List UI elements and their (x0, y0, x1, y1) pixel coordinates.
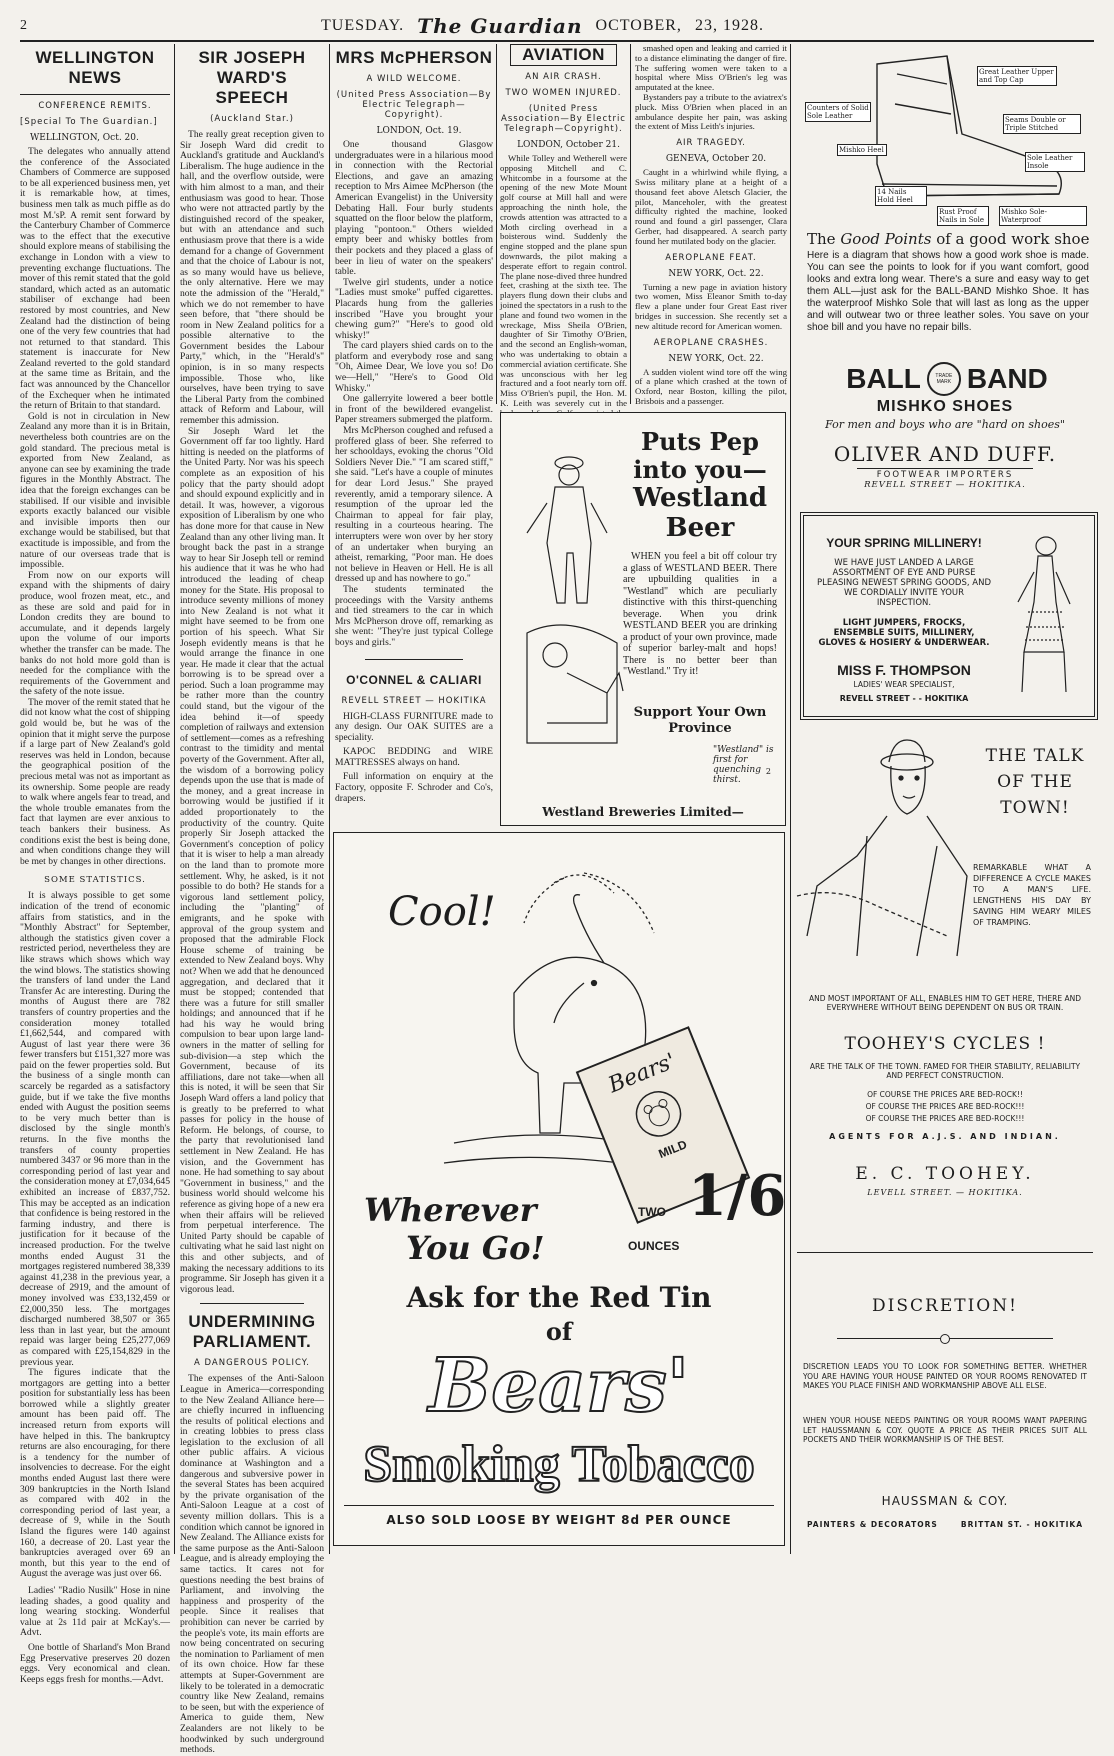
headline-joseph-ward: SIR JOSEPH WARD'S SPEECH (198, 48, 306, 107)
article-paragraph: One gallerryite lowered a beer bottle in front of the bewildered evangelist. Paper streamers submerged the platform. (335, 393, 493, 426)
beer-quote: "Westland" is first for quenching thirst. (713, 745, 774, 785)
man-with-hat-illustration (797, 736, 977, 966)
subhead: TWO WOMEN INJURED. (505, 88, 622, 98)
ounces-label: OUNCES (628, 1239, 680, 1253)
shoe-label: Great Leather Upper and Top Cap (977, 66, 1057, 86)
rule (797, 1252, 1093, 1253)
source: (United Press Association—By Electric Telegraph—Copyright). (336, 90, 492, 120)
article-paragraph: Twelve girl students, under a notice "Ladies must smoke" puffed cigarettes. Placards hung from the galleries inscribed "Have you brought your chewing gum?" "Here's to good old whisky!" (335, 276, 493, 341)
furniture-ad-name: O'CONNEL & CALIARI (346, 672, 482, 687)
beer-title: Westland (632, 483, 768, 513)
talk-heading: TOWN! (1000, 798, 1070, 818)
column-aviation-cont (635, 44, 787, 404)
beer-title: Beer (665, 513, 735, 543)
bear-emblem-icon (626, 1081, 691, 1146)
subhead: CONFERENCE REMITS. (38, 101, 152, 111)
ornament-icon (940, 1334, 950, 1344)
article-paragraph: The students terminated the proceedings with the Varsity anthems and tied streamers to the car in which Mrs McPherson drove off, remarking as she went: "They're just typical College boys and girls." (335, 583, 493, 648)
article-paragraph: Caught in a whirlwind while flying, a Swiss military plane at a height of a thousand feet above Aletsch Glacier, the pilot, Manceholer, with the greatest difficulty righted the machine, looked round and found a girl passenger, Clara Gerber, had disappeared. A search party found her mutilated body on the glacier. (635, 167, 787, 246)
cycle-title: TOOHEY'S CYCLES ! (844, 1034, 1046, 1054)
beer-ad-text: WHEN you feel a bit off colour try a glass of WESTLAND BEER. There are upbuilding qualities in a "Westland" which are peculiarly distinctive with this thirst-quenching beverage. When you drink WESTLAND BEER you are drinking a product of your own province, made of superior barley-malt and hops! There is no better beer than "Westland." Try it! (623, 551, 777, 677)
shoe-headline-b: Good Points (840, 230, 932, 248)
of-text: of (545, 1317, 573, 1346)
ball-band-shoe-ad (797, 44, 1093, 490)
millinery-ad (800, 512, 1098, 720)
headline-aviation: AVIATION (510, 44, 617, 66)
advt-paragraph: One bottle of Sharland's Mon Brand Egg Preservative preserves 20 dozen eggs. Very economical and clean. Keeps eggs fresh for months.—Advt. (20, 1641, 170, 1685)
loose-text: ALSO SOLD LOOSE BY WEIGHT 8d PER OUNCE (386, 1513, 732, 1527)
millinery-address: REVELL STREET - - HOKITIKA (839, 694, 969, 703)
masthead-date: 23, 1928. (694, 17, 764, 34)
subhead: AEROPLANE CRASHES. (653, 337, 769, 348)
bears-tobacco-ad (333, 832, 785, 1546)
dateline: LONDON, Oct. 19. (376, 126, 462, 136)
cycle-text: REMARKABLE WHAT A DIFFERENCE A CYCLE MAKES TO A MAN'S LIFE. LENGTHENS HIS DAY BY SAVING HIM WEARY MILES OF TRAMPING. (973, 863, 1091, 927)
toohey-cycles-ad (797, 726, 1093, 1236)
shoe-headline-c: of a good work shoe (931, 230, 1090, 248)
article-paragraph: The figures indicate that the mortgagors are getting into a better position for substantially less has been borrowed while a slightly greater amount has been paid off. The increased return from exports will have helped in this. The bankruptcy returns are also encouraging, for there is a tendency for the number of insolvencies to decrease. For the eight months ended August last there were 309 bankruptcies in the North Island as compared with 402 in the corresponding period of last year, a decrease of 9, while in the South Island the figures were 140 against 160, a decrease of 20. Last year the bankruptcies averaged over 69 an month, but this year to the end of August the average was just over 66. (20, 1367, 170, 1580)
dealer-address: REVELL STREET — HOKITIKA. (864, 480, 1026, 490)
article-paragraph: Turning a new page in aviation history two women, Miss Eleanor Smith to-day flew a plane under four Great East river bridges in succession. She recently set a new altitude record for American women. (635, 281, 787, 331)
beer-title: Puts Pep (641, 427, 759, 456)
painter-text: WHEN YOUR HOUSE NEEDS PAINTING OR YOUR ROOMS WANT PAPERING LET HAUSSMANN & COY. QUOTE A PRICE AS THEIR PRICES SUIT ALL POCKETS AND THEIR WORKMANSHIP IS OF THE BEST. (803, 1416, 1087, 1444)
shoe-label: Counters of Solid Sole Leather (805, 102, 871, 122)
cycle-text: AND MOST IMPORTANT OF ALL, ENABLES HIM TO GET HERE, THERE AND EVERYWHERE WITHOUT BEING DEPENDENT ON BUS OR TRAIN. (808, 994, 1082, 1012)
article-paragraph: From now on our exports will expand with the shipments of dairy produce, wool frozen meat, etc., and as these are sold and paid for in London credits they are bound to accumulate, and it depends largely upon the volume of our imports whether the transfer can be made. The banks do not hold more gold than is needed for the compliance with the requirements of the Government and the safety of the note issue. (20, 569, 170, 698)
subhead: AIR TRAGEDY. (676, 138, 746, 149)
painter-address: BRITTAN ST. - HOKITIKA (960, 1520, 1083, 1529)
man-drinking-illustration (507, 423, 627, 763)
painter-text: DISCRETION LEADS YOU TO LOOK FOR SOMETHING BETTER. WHETHER YOU ARE HAVING YOUR HOUSE PAINTED OR YOUR ROOMS RENOVATED IT MAKES YOU PLACE FINISH AND WORKMANSHIP ABOVE ALL ELSE. (803, 1362, 1087, 1390)
article-paragraph: The expenses of the Anti-Saloon League in America—corresponding to the New Zealand Alliance here—are chiefly incurred in influencing the results of political elections and in creating lobbies to press class legislation to the exclusion of all other public affairs. A vicious dominance at Washington and a dangerous and subversive power in the several States has been acquired by the private organisation of the Anti-Saloon League at a cost of seventy million dollars. This is a condition which cannot be ignored in New Zealand. The Alliance exists for the same purpose as the Anti-Saloon League, and is already employing the same tactics. It cares not for questions needing the best brains of Parliament, and involving the happiness and prosperity of the people. Since it realises that prohibition can never be carried by the people's vote, its main efforts are now being concentrated on securing the nomination to Parliament of men of its own choice. How far these attempts at Super-Government are likely to be tolerated in a democratic country like New Zealand, remains to be seen, but with the experience of America to guide them, New Zealanders are not likely to be hoodwinked by such underground methods. (180, 1373, 324, 1756)
dateline: NEW YORK, Oct. 22. (668, 268, 764, 279)
tin-brand: Bears' (604, 1048, 680, 1099)
article-paragraph: Mrs McPherson coughed and refused a proffered glass of beer. She referred to her schooldays, evoking the chorus "Old Soldiers Never Die." "I am scared stiff," she said. "Let's have a couple of minutes for dear Lord Jesus." She prayed reverently, amid a temporary silence. A resumption of the uproar led the Chairman to appeal for fair play, resulting in a courteous hearing. The interrupters were won over by her story of an undertaker when burying an atheist, remarking, "Poor man. He does not believe in Heaven or Hell. He is all dressed up and has nowhere to go." (335, 425, 493, 585)
woman-illustration (1004, 532, 1084, 702)
article-paragraph: Gold is not in circulation in New Zealand any more than it is in Britain, nevertheless both countries are on the gold standard. The precious metal is exported from New Zealand, as anyone can see by examining the trade figures in the Monthly Abstract. The idea that the foreign exchanges can be stabilised. If our visible and invisible exports exactly balanced our visible and invisible imports then our exchange would be stabilised, but that exactitude is impossible, and from the nature of our overseas trade that is impossible. (20, 410, 170, 571)
dealer-sub: FOOTWEAR IMPORTERS (876, 470, 1014, 480)
small-number: 2 (765, 767, 771, 776)
column-rule (790, 44, 791, 1554)
subhead: A WILD WELCOME. (366, 74, 462, 84)
millinery-text: WE HAVE JUST LANDED A LARGE ASSORTMENT OF EYE AND PURSE PLEASING NEWEST SPRING GOODS, AND WE CORDIALLY INVITE YOUR INSPECTION. (816, 558, 991, 608)
shoe-ad-text: Here is a diagram that shows how a good work shoe is made. You can see the points to look for if you want comfort, good looks and extra long wear. There's a sure and easy way to get them ALL—just ask for the BALL-BAND Mishko Shoe. It has the waterproof Mishko Sole that will last as long as the upper and will outwear two or three leather soles. You save on your shoe bill and you have no repair bills. (807, 250, 1089, 333)
trademark-circle: TRADE MARK (927, 362, 961, 396)
beer-slogan: Province (668, 721, 732, 736)
smoking-tobacco: Smoking Tobacco (363, 1436, 755, 1493)
furniture-ad-text: Full information on enquiry at the Factory, opposite F. Schroder and Co's, drapers. (335, 771, 493, 804)
bears-brand: Bears' (428, 1343, 690, 1429)
masthead (20, 14, 1094, 38)
shoe-label: Rust Proof Nails in Sole (937, 206, 989, 226)
subhead: AEROPLANE FEAT. (665, 252, 757, 263)
talk-heading: THE TALK (985, 746, 1085, 766)
article-paragraph: It is always possible to get some indication of the trend of economic affairs from statistics, and in the "Monthly Abstract" for September, although the statistics given cover a restricted period, nevertheless they are like straws which shows which way the wind blows. The statistics showing the transfers of land under the Land Transfer Ac are interesting. During the months of August there are 782 transfers of country properties and the consideration money totalled £1,662,544, and compared with August of last year there were 36 fewer transfers but £151,327 more was paid on the fewer properties sold. But the business of a single month can scarcely be regarded as a satisfactory guide, but if we take the five months ended with August the position seems to be very much better than is disclosed by the single month's returns. In the five months the transfers of county properties numbered 3437 or 96 more than in the corresponding period of last year and the consideration money at £7,034,645 exhibited an increase of £837,752. This may be accepted as an indication that confidence is being restored in the farming industry, and there is justification for it because of the increased production. For the twelve months ended August 31 the mortgages registered numbered 38,339 against 41,238 in the previous year, a decrease of 2919, and the amount of money involved was £33,132,459 or £2,000,350 less. The mortgages discharged numbered 38,507 or 365 less than in last year, but the amount repaid was larger being £25,277,069 as compared with £25,154,829 in the previous year. (20, 890, 170, 1368)
haussman-painter-ad (797, 1280, 1093, 1550)
beer-slogan: Support Your Own (633, 705, 767, 720)
dealer-name: OLIVER AND DUFF. (833, 442, 1057, 466)
discretion-title: DISCRETION! (872, 1296, 1018, 1316)
rule (365, 659, 463, 660)
masthead-rule (20, 40, 1094, 42)
cycle-price-line: OF COURSE THE PRICES ARE BED-ROCK!!! (865, 1114, 1025, 1123)
tin-label: MILD (656, 1137, 689, 1162)
article-paragraph: One thousand Glasgow undergraduates were in a hilarious mood in connection with the Rectorial Elections, and gave an amazing reception to Mrs Aimee McPherson (the American Evangelist) in the University Debating Hall. Four burly students squatted on the floor below the platform, playing "pontoon." Others wielded empty beer and whisky bottles from their pockets and they placed a glass of beer in lieu of water on the speakers' table. (335, 139, 493, 278)
masthead-day: TUESDAY. (321, 17, 405, 34)
millinery-items: LIGHT JUMPERS, FROCKS, ENSEMBLE SUITS, MILLINERY, GLOVES & HOSIERY & UNDERWEAR. (818, 618, 990, 648)
furniture-ad-address: REVELL STREET — HOKITIKA (341, 695, 487, 706)
article-paragraph: A sudden violent wind tore off the wing of a plane which crashed at the town of Oxford, near Boston, killing the pilot, Brisbois and a passenger. (635, 366, 787, 406)
dateline: GENEVA, October 20. (665, 154, 767, 165)
article-paragraph: The mover of the remit stated that he did not know what the cost of shipping gold would be, but he was of the opinion that it might serve the purpose if a large part of New Zealand's gold reserves was held in London, because the geographical position of the precious metal was not as important as its ownership. Some people are ready to walk where angels fear to tread, and the whole trouble emanates from the fact that laymen are ever anxious to teach bankers their business. As conditions exist the best is being done, and when conditions change they will be met by changes in other directions. (20, 696, 170, 867)
millinery-title: YOUR SPRING MILLINERY! (826, 536, 982, 550)
shoe-headline-a: The (807, 230, 841, 248)
article-paragraph: Sir Joseph Ward let the Government off far too lightly. Hard hitting is needed on the platforms of the United Party. Nor was his speech complete as an exposition of his policy that the party should adopt and should expound explicitly and in detail. It was, however, a vigorous exposition of Liberalism by one who has done more for that cause in New Zealand than any other living man. It brought back the past in a strange way to hear Sir Joseph tell or remind his audience that it was he who had introduced the leading of cheap money for the State. His proposal to introduce seventy millions of money into New Zealand is not what it might have seemed to be from one portion of his speech. What Sir Joseph evidently means is that he would arrange the finance in one year. He made it clear that the actual borrowing is to be spread over a period. Such a loan programme may be rather more than the country could stand, but the vigour of the idea behind it—of speedy completion of railways and extension of settlement—comes as a refreshing contrast to the timidity and mental poverty of the Government. After all, the wisdom of a borrowing policy depends upon the use that is made of the money, and a great increase in borrowing would be justified if it added proportionately to the productivity of the country. Quite properly Sir Joseph attacked the Government's conception of policy that it is wiser to help a man already on the land than to promote more settlement. Why, he asked, is it not possible to do both? He stands for a vigorous land settlement policy, including the "planting" of emigrants, and he spoke with approval of the group system and proposed that the admirable Flock House scheme of training be extended to New Zealand boys. Why not? When we add that he denounced aggregation, and declared that it must be stopped; contended that there was a future for still smaller holdings; and announced that if he had his way he would bring compulsion to bear upon large land-owners in the matter of selling for sub-division—a step which the Government, because of its affiliations, dare not take—when all this is noted, it will be seen that Sir Joseph Ward offers a land policy that is greatly to be preferred to what passes for policy in the house of Reform. He belongs, of course, to the party that revolutionised land settlement in New Zealand. He has vision, and the Government has none. He had something to say about "Government in business," and the business world should welcome his reference as giving hope of a new era when their affairs will be relieved from perpetual interference. The United Party should be capable of cultivating what he said last night on this and other subjects, and of making the necessary additions to its programme. Sir Joseph has given it a vigorous lead. (180, 425, 324, 1295)
shoe-label: Mishko Sole-Waterproof (999, 206, 1087, 226)
page-number: 2 (20, 18, 28, 33)
cycle-text: ARE THE TALK OF THE TOWN. FAMED FOR THEIR STABILITY, RELIABILITY AND PERFECT CONSTRUCTION. (809, 1062, 1081, 1080)
column-aviation (500, 44, 628, 408)
painter-role: PAINTERS & DECORATORS (807, 1520, 938, 1529)
subhead-statistics: SOME STATISTICS. (44, 875, 146, 886)
article-paragraph: The delegates who annually attend the conference of the Associated Chambers of Commerce are supposed to be all experienced business men, yet it is remarkable how, at times, business men talk as much piffle as do most M.'sP. A remit sent forward by the Canterbury Chamber of Commerce was to the effect that the executive should explore means of stabilising the exchange in London with a view to preventing exchange fluctuations. The mover of this remit stated that the gold standard, which acted as an automatic stabiliser of exchange had been restored by most countries, and New Zealand had the distinction of being one of the very few countries that had not returned to that standard. This statement is inaccurate for New Zealand reverted to the gold standard at the same time as Britain, and the fact was announced by the Chancellor of the Exchequer when he intimated the return of Britain to that standard. (20, 146, 171, 412)
furniture-ad-text: KAPOC BEDDING and WIRE MATTRESSES always on hand. (335, 746, 493, 768)
rule (20, 94, 170, 95)
article-paragraph: Bystanders pay a tribute to the aviatrex's pluck. Miss O'Brien when placed in an ambulance despite her pain, was asking the extent of Miss Leith's injuries. (635, 91, 787, 132)
cycle-price-line: OF COURSE THE PRICES ARE BED-ROCK!! (867, 1090, 1023, 1099)
column-rule (174, 44, 175, 1554)
cycle-price-line: OF COURSE THE PRICES ARE BED-ROCK!!! (865, 1102, 1025, 1111)
column-joseph-ward (180, 44, 324, 1756)
article-paragraph: The card players shied cards on to the platform and everybody rose and sang "Oh, Aimee Dear, We love you so! Do we—Hell," "Here's to Good Old Whisky." (335, 340, 493, 394)
rule (344, 1505, 774, 1506)
westland-beer-ad (500, 412, 786, 826)
furniture-ad-text: HIGH-CLASS FURNITURE made to any design. Our OAK SUITES are a speciality. (335, 710, 493, 743)
cycle-address: LEVELL STREET. — HOKITIKA. (867, 1188, 1023, 1197)
cycle-agents: AGENTS FOR A.J.S. AND INDIAN. (829, 1132, 1061, 1141)
column-mcpherson (335, 44, 493, 824)
shoe-label: Mishko Heel (837, 144, 887, 156)
article-paragraph: smashed open and leaking and carried it to a distance eliminating the danger of fire. The suffering women were taken to a hospital where Miss O'Brien's leg was amputated at the knee. (635, 43, 787, 93)
masthead-month: OCTOBER, (595, 17, 682, 34)
article-paragraph: The really great reception given to Sir Joseph Ward did credit to Auckland's gratitude and Auckland's Liberalism. The huge audience in the hall, and the overflow outside, were with him almost to a man, and their enthusiasm was good to hear. Those who were not attracted partly by the distinguished record of the speaker, but with an attendance and such enthusiasm prove that there is a wide demand for a change of Government and that the choice of Labour is not, as so many would have us believe, the only alternative. Here we may note the admission of the "Herald," which we do not remember to have seen before, that "there should be room in New Zealand politics for a possible alternative to the Government besides the Labour Party," which, in the "Herald's" opinion, is in so many respects impossible. Those who, like ourselves, have been trying to save the Liberal Party from the combined attack of Reform and Labour, will remember this admission. (180, 129, 324, 427)
headline-wellington-news: WELLINGTON NEWS (35, 48, 155, 87)
source: (Auckland Star.) (210, 114, 294, 124)
cycle-name: E. C. TOOHEY. (855, 1164, 1035, 1184)
mishko-shoes: MISHKO SHOES (876, 398, 1014, 415)
special: [Special To The Guardian.] (20, 117, 158, 127)
shoe-label: 14 Nails Hold Heel (875, 186, 927, 206)
headline-mcpherson: MRS McPHERSON (335, 48, 493, 67)
two-label: TWO (638, 1205, 666, 1219)
price: 1/6 (688, 1163, 787, 1229)
shoe-tagline: For men and boys who are "hard on shoes" (825, 418, 1065, 431)
beer-footer: Westland Breweries Limited— (542, 805, 744, 819)
subhead: A DANGEROUS POLICY. (194, 1358, 310, 1369)
millinery-role: LADIES' WEAR SPECIALIST, (853, 680, 955, 689)
column-rule (630, 44, 631, 404)
headline-undermining: UNDERMINING PARLIAMENT. (188, 1312, 316, 1352)
dateline: LONDON, October 21. (517, 140, 620, 150)
dateline: WELLINGTON, Oct. 20. (30, 133, 139, 143)
article-paragraph: While Tolley and Wetherell were opposing Mitchell and C. Whitcombe in a foursome at the opening of the new Mote Mount golf course at Mill hall and were approaching the ninth hole, the crowds attention was attracted to a Moth circling overhead in a boisterous wind. Suddenly the engine stopped and the plane spun downwards, the pilot making a desperate effort to regain control. The plane nose-dived three hundred feet, crashing at the sixth tee. The players flung down their clubs and joined the spectators in a rush to the plane and found two women in the wreckage, Miss Sheila O'Brien, daughter of Sir Timothy O'Brien, and the second an English-woman, who was undertaking to obtain a commercial aviation certificate. She was unconscious with her leg fractured and a foot nearly torn off. Miss O'Brien's pupil, the Hon. M. K. Leith was severely cut in the (500, 153, 628, 408)
painter-name: HAUSSMAN & COY. (881, 1494, 1009, 1508)
wherever-text: You Go! (406, 1229, 545, 1267)
brand-band: BAND (966, 363, 1048, 394)
column-rule (329, 44, 330, 1554)
ask-text: Ask for the Red Tin (406, 1281, 712, 1314)
source: (United Press Association—By Electric Telegraph—Copyright). (501, 104, 626, 134)
shoe-label: Sole Leather Insole (1025, 152, 1085, 172)
column-rule (496, 44, 497, 404)
talk-heading: OF THE (997, 772, 1073, 792)
subhead: AN AIR CRASH. (525, 72, 602, 82)
rule (200, 1303, 304, 1304)
shoe-headline (807, 230, 1093, 248)
wherever-text: Wherever (364, 1191, 537, 1229)
beer-title: into you— (633, 455, 767, 484)
brand-ball: BALL (846, 363, 921, 394)
rule (857, 468, 1033, 469)
column-wellington-news (20, 44, 171, 1685)
ball-band-logo (837, 362, 1057, 396)
masthead-title: The Guardian (417, 14, 583, 38)
dateline: NEW YORK, Oct. 22. (668, 353, 764, 364)
shoe-label: Seams Double or Triple Stitched (1003, 114, 1081, 134)
millinery-name: MISS F. THOMPSON (837, 662, 971, 678)
cool-text: Cool! (388, 889, 496, 935)
advt-paragraph: Ladies' "Radio Nusilk" Hose in nine leading shades, a good quality and long wearing stocking. Wonderful value at 2s 11d pair at McKay's.—Advt. (20, 1584, 170, 1639)
